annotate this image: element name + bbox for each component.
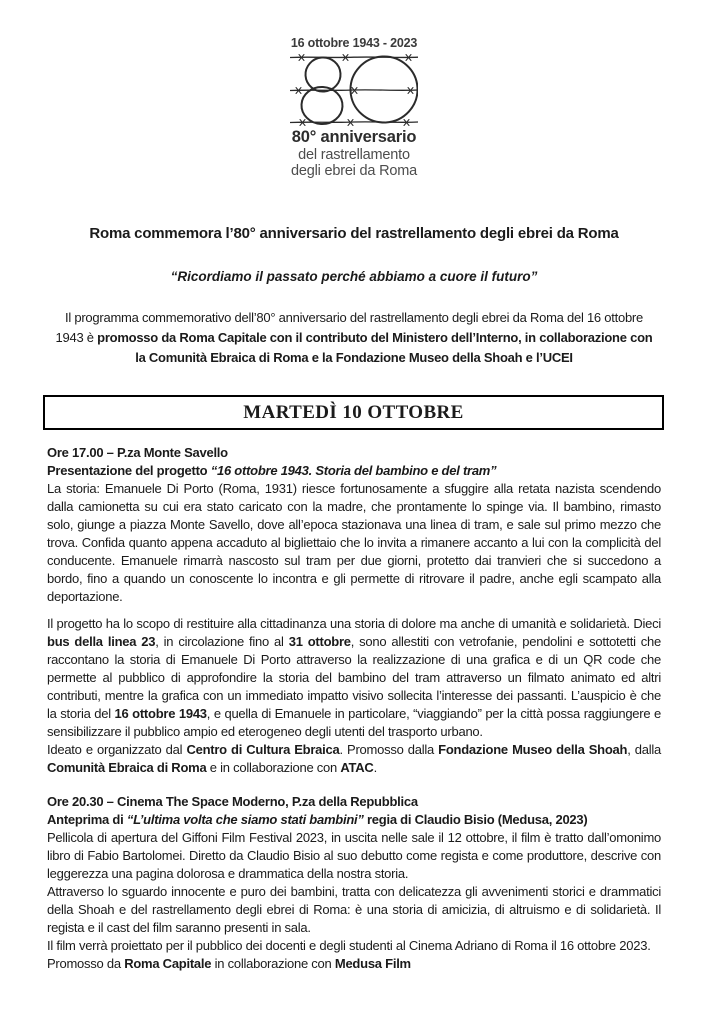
day-heading: MARTEDÌ 10 OTTOBRE bbox=[243, 402, 464, 423]
event-title: Presentazione del progetto “16 ottobre 1943. Storia del bambino e del tram” bbox=[47, 463, 497, 478]
event-paragraph: Attraverso lo sguardo innocente e puro dei bambini, tratta con delicatezza gli avvenimenti storici e drammatici della Shoah e del rastrellamento degli ebrei di Roma: è una storia di amicizia, di altruismo e di solidarietà. Il regista e il cast del film saranno presenti in sala. bbox=[47, 884, 661, 935]
event-paragraph: Promosso da Roma Capitale in collaborazione con Medusa Film bbox=[47, 956, 411, 971]
logo-dates: 16 ottobre 1943 - 2023 bbox=[290, 36, 418, 50]
event-paragraph: Pellicola di apertura del Giffoni Film Festival 2023, in uscita nelle sale il 12 ottobre, il film è tratto dall’omonimo libro di Fabio Bartolomei. Diretto da Claudio Bisio al suo debutto come regista e come produttore, descrive con leggerezza una pagina dolorosa e drammatica della nostra storia. bbox=[47, 830, 661, 881]
event-1700 bbox=[47, 444, 661, 777]
motto-quote: “Ricordiamo il passato perché abbiamo a cuore il futuro” bbox=[170, 269, 538, 284]
event-paragraph: Il progetto ha lo scopo di restituire alla cittadinanza una storia di dolore ma anche di umanità e solidarietà. Dieci bus della linea 23, in circolazione fino al 31 ottobre, sono allestiti con vetrofanie, pendolini e sottotetti che raccontano la storia di Emanuele Di Porto attraverso la realizzazione di una grafica e di un QR code che permette al pubblico di approfondire la storia del bambino del tram attraverso un filmato animato ed altri contributi, mentre la grafica con un immediato impatto visivo sollecita l’interesse dei passanti. L’auspicio è che la storia del 16 ottobre 1943, e quella di Emanuele in particolare, “viaggiando” per la città possa raggiungere e sensibilizzare il pubblico ampio ed eterogeneo degli utenti del trasporto urbano. bbox=[47, 616, 662, 739]
event-2030 bbox=[47, 793, 661, 973]
day-heading-box bbox=[43, 395, 664, 430]
logo-subtitle-line1: del rastrellamento bbox=[298, 147, 410, 163]
event-time-location: Ore 20.30 – Cinema The Space Moderno, P.za della Repubblica bbox=[47, 794, 418, 809]
barbed-wire-80-icon bbox=[290, 53, 418, 126]
logo-subtitle-line2: degli ebrei da Roma bbox=[291, 163, 417, 179]
event-paragraph: Ideato e organizzato dal Centro di Cultura Ebraica. Promosso dalla Fondazione Museo della Shoah, dalla Comunità Ebraica di Roma e in collaborazione con ATAC. bbox=[47, 742, 662, 775]
event-paragraph: Il film verrà proiettato per il pubblico dei docenti e degli studenti al Cinema Adriano di Roma il 16 ottobre 2023. bbox=[47, 938, 651, 953]
intro-paragraph: Il programma commemorativo dell’80° anniversario del rastrellamento degli ebrei da Roma del 16 ottobre 1943 è promosso da Roma Capitale con il contributo del Ministero dell’Interno, in collaborazione con la Comunità Ebraica di Roma e la Fondazione Museo della Shoah e l’UCEI bbox=[55, 310, 653, 365]
event-time-location: Ore 17.00 – P.za Monte Savello bbox=[47, 445, 228, 460]
logo-title: 80° anniversario bbox=[291, 128, 417, 146]
event-title: Anteprima di “L’ultima volta che siamo stati bambini” regia di Claudio Bisio (Medusa, 2023) bbox=[47, 812, 588, 827]
page-title: Roma commemora l’80° anniversario del rastrellamento degli ebrei da Roma bbox=[89, 225, 619, 242]
anniversary-logo bbox=[279, 36, 429, 179]
event-paragraph: La storia: Emanuele Di Porto (Roma, 1931) riesce fortunosamente a sfuggire alla retata nazista scendendo dalla camionetta su cui era stato caricato con la madre, che prontamente lo spinge via. Il bambino, rimasto solo, giunge a piazza Monte Savello, dove all’epoca stazionava una linea di tram, e sale sul primo mezzo che trova. Confida quanto appena accaduto al bigliettaio che lo invita a rimanere accanto a lui con la complicità del conducente. Emanuele rimarrà nascosto sul tram per due giorni, protetto dai tranvieri che si succedono a bordo, fino a quando un conoscente lo incontra e gli permette di ritrovare il padre, anche egli scampato alla deportazione. bbox=[47, 481, 661, 604]
